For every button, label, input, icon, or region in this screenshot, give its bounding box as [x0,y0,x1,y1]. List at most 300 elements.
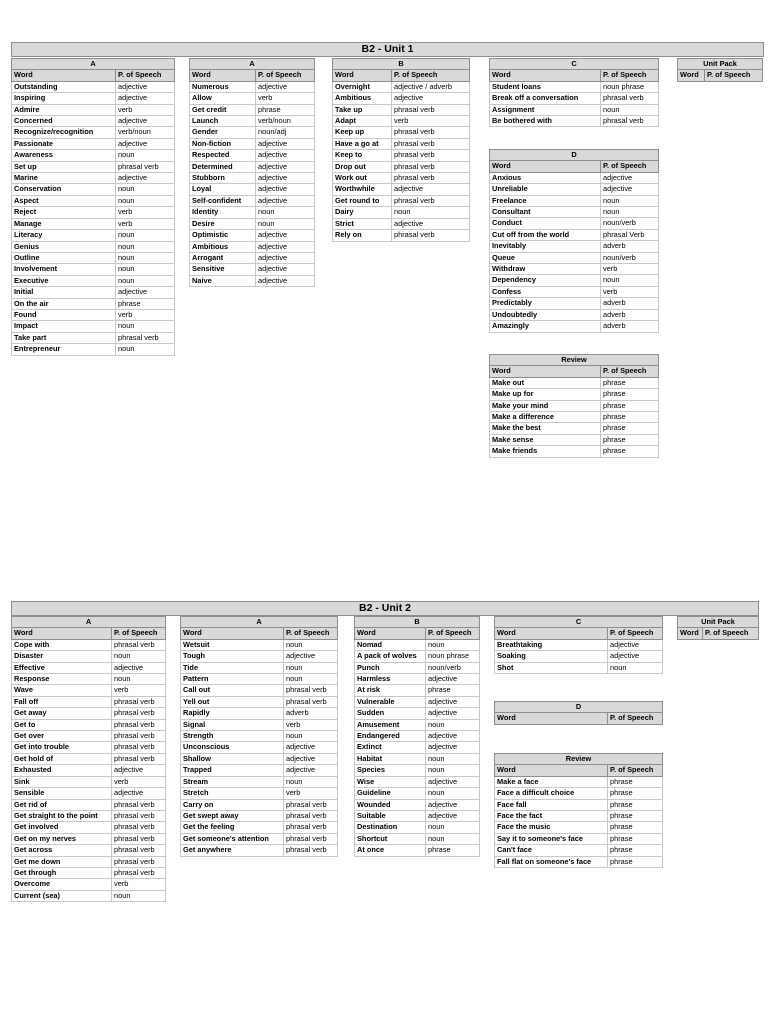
word-cell: Overcome [12,879,112,890]
table-row [333,104,470,115]
table-section-title: Unit Pack [678,617,759,628]
part-of-speech-cell: phrasal verb [112,708,166,719]
table-row [355,788,480,799]
part-of-speech-cell: adjective [608,651,663,662]
part-of-speech-cell: noun [426,765,480,776]
table-row [490,184,659,195]
word-cell: Ambitious [190,241,256,252]
table-row [490,434,659,445]
table-section-title: A [12,59,175,70]
word-cell: Passionate [12,138,116,149]
table-row [12,845,166,856]
part-of-speech-cell: noun [426,833,480,844]
part-of-speech-cell: phrasal verb [392,138,470,149]
word-cell: Sensible [12,788,112,799]
table-row [490,309,659,320]
word-cell: Keep to [333,150,392,161]
word-cell: Queue [490,252,601,263]
word-cell: Get involved [12,822,112,833]
part-of-speech-cell: adjective [284,742,338,753]
word-cell: Impact [12,321,116,332]
table-row [355,799,480,810]
word-cell: Yell out [181,696,284,707]
table-row [181,685,338,696]
part-of-speech-cell: phrasal verb [392,104,470,115]
table-header-row [490,161,659,172]
word-cell: Carry on [181,799,284,810]
word-cell: Get hold of [12,753,112,764]
table-row [12,93,175,104]
word-cell: Make up for [490,389,601,400]
word-cell: Adapt [333,116,392,127]
part-of-speech-cell: verb [116,309,175,320]
part-of-speech-cell: adjective [426,776,480,787]
table-row [490,286,659,297]
part-of-speech-cell: phrase [116,298,175,309]
part-of-speech-cell: verb [256,93,315,104]
word-cell: Wise [355,776,426,787]
word-cell: Cut off from the world [490,229,601,240]
word-cell: Nomad [355,639,426,650]
part-of-speech-cell: phrase [426,685,480,696]
word-cell: Desire [190,218,256,229]
word-column-header: Word [490,161,601,172]
vocab-table-u1-review [489,354,659,458]
table-row [12,651,166,662]
part-of-speech-cell: noun [284,776,338,787]
pos-column-header: P. of Speech [705,70,763,81]
table-row [12,731,166,742]
table-row [181,765,338,776]
word-cell: Call out [181,685,284,696]
word-column-header: Word [495,628,608,639]
word-cell: Drop out [333,161,392,172]
word-cell: Face fall [495,799,608,810]
table-row [490,389,659,400]
part-of-speech-cell: phrasal verb [112,719,166,730]
word-cell: Launch [190,116,256,127]
word-cell: Student loans [490,81,601,92]
part-of-speech-cell: phrasal verb [112,742,166,753]
part-of-speech-cell: phrasal verb [284,696,338,707]
word-cell: Stream [181,776,284,787]
word-cell: Arrogant [190,252,256,263]
part-of-speech-cell: adjective [116,116,175,127]
part-of-speech-cell: verb [116,218,175,229]
table-row [12,161,175,172]
part-of-speech-cell: phrase [601,423,659,434]
part-of-speech-cell: phrase [608,788,663,799]
word-cell: Freelance [490,195,601,206]
part-of-speech-cell: adverb [284,708,338,719]
table-row [190,138,315,149]
word-cell: Inevitably [490,241,601,252]
vocab-table-u1-unit-pack [677,58,763,82]
part-of-speech-cell: noun [256,218,315,229]
part-of-speech-cell: adjective [426,799,480,810]
table-row [12,776,166,787]
vocab-table-u1-d [489,149,659,333]
word-cell: Found [12,309,116,320]
part-of-speech-cell: phrasal verb [392,230,470,241]
word-cell: Shortcut [355,833,426,844]
word-cell: Effective [12,662,112,673]
part-of-speech-cell: adjective [256,81,315,92]
pos-column-header: P. of Speech [608,713,663,724]
word-cell: Exhausted [12,765,112,776]
table-row [12,195,175,206]
table-row [12,321,175,332]
table-row [12,173,175,184]
part-of-speech-cell: noun [601,207,659,218]
word-cell: Amazingly [490,321,601,332]
part-of-speech-cell: verb [601,264,659,275]
part-of-speech-cell: noun [116,321,175,332]
part-of-speech-cell: phrasal verb [392,173,470,184]
table-row [333,93,470,104]
word-cell: Vulnerable [355,696,426,707]
table-row [490,423,659,434]
table-section-title: Review [495,754,663,765]
pos-column-header: P. of Speech [608,628,663,639]
part-of-speech-cell: adjective [256,264,315,275]
word-cell: Sensitive [190,264,256,275]
vocab-table-u2-d [494,701,663,725]
table-row [12,104,175,115]
word-cell: Make the best [490,423,601,434]
word-column-header: Word [490,366,601,377]
part-of-speech-cell: noun [116,264,175,275]
table-section-title: A [12,617,166,628]
word-cell: Get over [12,731,112,742]
word-cell: Get through [12,867,112,878]
word-cell: Wounded [355,799,426,810]
word-cell: Conservation [12,184,116,195]
table-section-title: C [495,617,663,628]
table-row [12,275,175,286]
table-row [490,446,659,457]
word-cell: Manage [12,218,116,229]
part-of-speech-cell: phrasal verb [112,696,166,707]
word-cell: Species [355,765,426,776]
word-cell: Naive [190,275,256,286]
pos-column-header: P. of Speech [112,628,166,639]
word-column-header: Word [678,628,703,639]
table-row [12,696,166,707]
part-of-speech-cell: verb [116,104,175,115]
table-row [333,150,470,161]
word-cell: Punch [355,662,426,673]
table-row [355,776,480,787]
word-cell: Face a difficult choice [495,788,608,799]
part-of-speech-cell: phrasal verb [112,731,166,742]
word-cell: Amusement [355,719,426,730]
part-of-speech-cell: adjective [256,173,315,184]
word-cell: Numerous [190,81,256,92]
word-cell: Loyal [190,184,256,195]
table-row [12,252,175,263]
part-of-speech-cell: adjective [426,742,480,753]
vocab-table-u1-b [332,58,470,242]
table-row [190,207,315,218]
table-row [181,662,338,673]
table-row [12,81,175,92]
word-cell: Stretch [181,788,284,799]
part-of-speech-cell: noun [256,207,315,218]
table-header-row [190,70,315,81]
part-of-speech-cell: phrasal verb [112,822,166,833]
word-cell: Admire [12,104,116,115]
table-row [333,218,470,229]
table-row [490,116,659,127]
word-cell: Involvement [12,264,116,275]
part-of-speech-cell: adjective [116,93,175,104]
table-row [490,93,659,104]
word-column-header: Word [12,70,116,81]
word-cell: Extinct [355,742,426,753]
word-cell: Destination [355,822,426,833]
part-of-speech-cell: noun [116,275,175,286]
part-of-speech-cell: noun [116,184,175,195]
word-cell: On the air [12,298,116,309]
pos-column-header: P. of Speech [601,70,659,81]
part-of-speech-cell: noun [116,241,175,252]
part-of-speech-cell: phrasal verb [392,195,470,206]
table-row [190,173,315,184]
table-row [190,252,315,263]
table-row [181,696,338,707]
word-cell: Keep up [333,127,392,138]
word-cell: Get across [12,845,112,856]
part-of-speech-cell: phrase [601,434,659,445]
table-header-row [355,628,480,639]
table-header-row [495,713,663,724]
word-cell: Make a face [495,776,608,787]
table-row [495,651,663,662]
table-row [355,651,480,662]
word-cell: Non-fiction [190,138,256,149]
word-cell: Get anywhere [181,845,284,856]
table-row [181,639,338,650]
table-row [181,753,338,764]
table-row [355,845,480,856]
word-cell: Get swept away [181,810,284,821]
part-of-speech-cell: noun [426,639,480,650]
table-row [12,639,166,650]
table-row [181,708,338,719]
table-row [333,127,470,138]
word-cell: Get credit [190,104,256,115]
table-row [12,822,166,833]
part-of-speech-cell: phrasal verb [392,150,470,161]
part-of-speech-cell: noun [601,275,659,286]
part-of-speech-cell: adjective [256,252,315,263]
word-cell: Initial [12,287,116,298]
table-row [490,264,659,275]
word-cell: Set up [12,161,116,172]
table-row [12,662,166,673]
word-cell: Identity [190,207,256,218]
table-row [490,241,659,252]
word-cell: Get round to [333,195,392,206]
pos-column-header: P. of Speech [392,70,470,81]
table-row [355,719,480,730]
word-cell: Wetsuit [181,639,284,650]
table-section-title: Unit Pack [678,59,763,70]
table-row [355,765,480,776]
part-of-speech-cell: noun [392,207,470,218]
table-row [12,127,175,138]
table-row [12,332,175,343]
word-cell: Make friends [490,446,601,457]
table-row [181,719,338,730]
part-of-speech-cell: verb [284,788,338,799]
table-row [190,241,315,252]
word-cell: Disaster [12,651,112,662]
part-of-speech-cell: noun [112,890,166,901]
word-cell: Say it to someone's face [495,833,608,844]
word-cell: Allow [190,93,256,104]
word-column-header: Word [333,70,392,81]
table-row [12,685,166,696]
word-cell: Pattern [181,674,284,685]
part-of-speech-cell: noun [608,662,663,673]
table-header-row [678,628,759,639]
word-cell: Strict [333,218,392,229]
part-of-speech-cell: phrase [608,811,663,822]
table-row [12,742,166,753]
table-row [495,833,663,844]
table-row [12,788,166,799]
table-row [190,116,315,127]
table-section-title: B [333,59,470,70]
table-row [190,264,315,275]
word-cell: Unreliable [490,184,601,195]
table-header-row [495,628,663,639]
word-cell: Executive [12,275,116,286]
pos-column-header: P. of Speech [703,628,759,639]
word-cell: Get rid of [12,799,112,810]
word-cell: Cope with [12,639,112,650]
table-row [490,104,659,115]
unit-2-title: B2 - Unit 2 [11,601,759,616]
table-row [495,799,663,810]
table-row [12,719,166,730]
word-cell: Have a go at [333,138,392,149]
word-cell: Aspect [12,195,116,206]
part-of-speech-cell: verb [284,719,338,730]
word-cell: Recognize/recognition [12,127,116,138]
table-row [495,639,663,650]
table-row [190,218,315,229]
part-of-speech-cell: noun [116,252,175,263]
table-row [355,685,480,696]
part-of-speech-cell: phrasal verb [112,856,166,867]
table-row [190,104,315,115]
word-cell: Make your mind [490,400,601,411]
word-cell: Face the music [495,822,608,833]
word-cell: Trapped [181,765,284,776]
table-row [355,753,480,764]
table-row [490,400,659,411]
part-of-speech-cell: noun [426,788,480,799]
part-of-speech-cell: adjective [112,662,166,673]
word-cell: Literacy [12,230,116,241]
table-header-row [490,366,659,377]
table-row [12,287,175,298]
table-row [333,230,470,241]
table-header-row [495,765,663,776]
vocab-table-u2-unit-pack [677,616,759,640]
word-cell: Shot [495,662,608,673]
vocab-table-u2-a1 [11,616,166,902]
part-of-speech-cell: adjective [256,150,315,161]
part-of-speech-cell: adjective [426,708,480,719]
table-row [12,116,175,127]
table-row [355,674,480,685]
word-column-header: Word [678,70,705,81]
part-of-speech-cell: phrase [426,845,480,856]
word-cell: Consultant [490,207,601,218]
part-of-speech-cell: phrase [601,400,659,411]
pos-column-header: P. of Speech [601,366,659,377]
word-cell: Stubborn [190,173,256,184]
word-column-header: Word [12,628,112,639]
word-column-header: Word [495,713,608,724]
table-row [495,811,663,822]
part-of-speech-cell: adverb [601,321,659,332]
table-row [12,890,166,901]
table-row [495,856,663,867]
part-of-speech-cell: phrasal verb [112,845,166,856]
table-row [181,822,338,833]
part-of-speech-cell: phrase [608,799,663,810]
table-row [355,833,480,844]
word-cell: Withdraw [490,264,601,275]
table-section-title: A [181,617,338,628]
part-of-speech-cell: adjective [392,218,470,229]
part-of-speech-cell: noun [284,639,338,650]
part-of-speech-cell: noun [116,150,175,161]
table-row [190,127,315,138]
table-row [12,799,166,810]
table-row [490,298,659,309]
part-of-speech-cell: noun [284,674,338,685]
table-row [181,845,338,856]
table-row [190,230,315,241]
table-row [181,799,338,810]
word-cell: Assignment [490,104,601,115]
word-cell: Unconscious [181,742,284,753]
part-of-speech-cell: phrasal verb [116,161,175,172]
part-of-speech-cell: verb/noun [116,127,175,138]
table-header-row [12,70,175,81]
word-cell: Make a difference [490,412,601,423]
word-cell: Optimistic [190,230,256,241]
word-cell: Get on my nerves [12,833,112,844]
word-cell: Take part [12,332,116,343]
word-cell: Signal [181,719,284,730]
word-column-header: Word [190,70,256,81]
part-of-speech-cell: phrasal Verb [601,229,659,240]
part-of-speech-cell: phrasal verb [392,161,470,172]
word-cell: Get into trouble [12,742,112,753]
table-header-row [678,70,763,81]
table-row [12,867,166,878]
part-of-speech-cell: phrasal verb [284,685,338,696]
part-of-speech-cell: verb [392,116,470,127]
part-of-speech-cell: adverb [601,298,659,309]
